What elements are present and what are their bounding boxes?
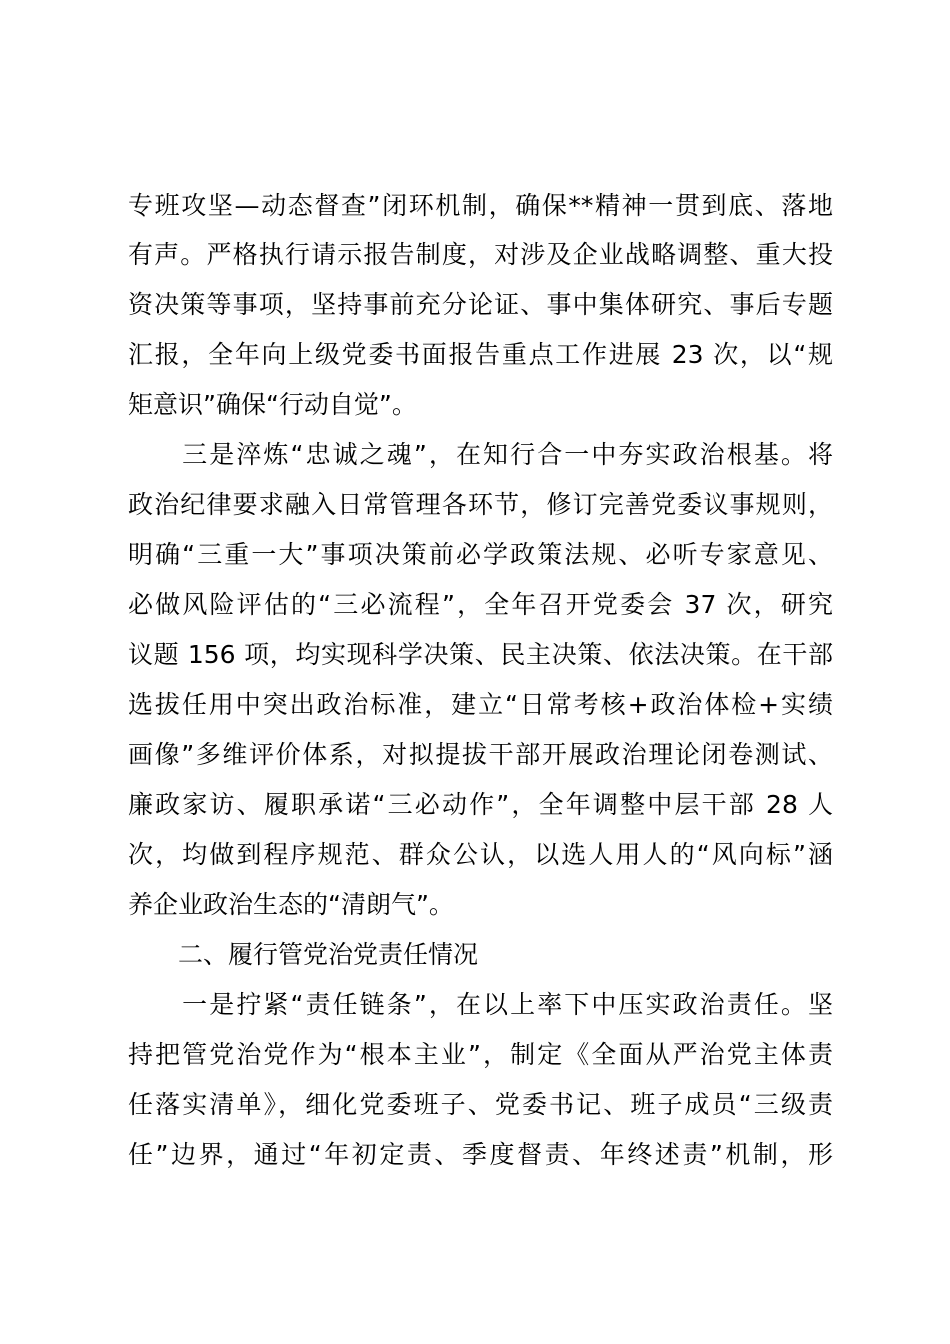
text-line: 一是拧紧“责任链条”，在以上率下中压实政治责任。坚 [128,990,833,1019]
text-line: 专班攻坚—动态督查”闭环机制，确保**精神一贯到底、落地 [128,191,833,220]
text-line: 养企业政治生态的“清朗气”。 [128,890,454,919]
text-line: 持把管党治党作为“根本主业”，制定《全面从严治党主体责 [128,1040,833,1069]
text-line: 有声。严格执行请示报告制度，对涉及企业战略调整、重大投 [128,240,833,269]
text-line: 资决策等事项，坚持事前充分论证、事中集体研究、事后专题 [128,290,833,319]
text-line: 廉政家访、履职承诺“三必动作”，全年调整中层干部 28 人 [128,790,833,819]
text-line: 三是淬炼“忠诚之魂”，在知行合一中夯实政治根基。将 [128,440,833,469]
text-line: 矩意识”确保“行动自觉”。 [128,390,417,419]
text-line: 画像”多维评价体系，对拟提拔干部开展政治理论闭卷测试、 [128,740,833,769]
text-line: 明确“三重一大”事项决策前必学政策法规、必听专家意见、 [128,540,833,569]
text-line: 汇报，全年向上级党委书面报告重点工作进展 23 次，以“规 [128,340,833,369]
section-heading: 二、履行管党治党责任情况 [128,940,479,969]
text-line: 选拔任用中突出政治标准，建立“日常考核+政治体检+实绩 [128,690,833,719]
text-line: 政治纪律要求融入日常管理各环节，修订完善党委议事规则， [128,490,833,519]
text-line: 任”边界，通过“年初定责、季度督责、年终述责”机制，形 [128,1140,833,1169]
text-line: 任落实清单》，细化党委班子、党委书记、班子成员“三级责 [128,1090,833,1119]
text-line: 次，均做到程序规范、群众公认，以选人用人的“风向标”涵 [128,840,833,869]
text-line: 议题 156 项，均实现科学决策、民主决策、依法决策。在干部 [128,640,833,669]
text-line: 必做风险评估的“三必流程”，全年召开党委会 37 次，研究 [128,590,833,619]
